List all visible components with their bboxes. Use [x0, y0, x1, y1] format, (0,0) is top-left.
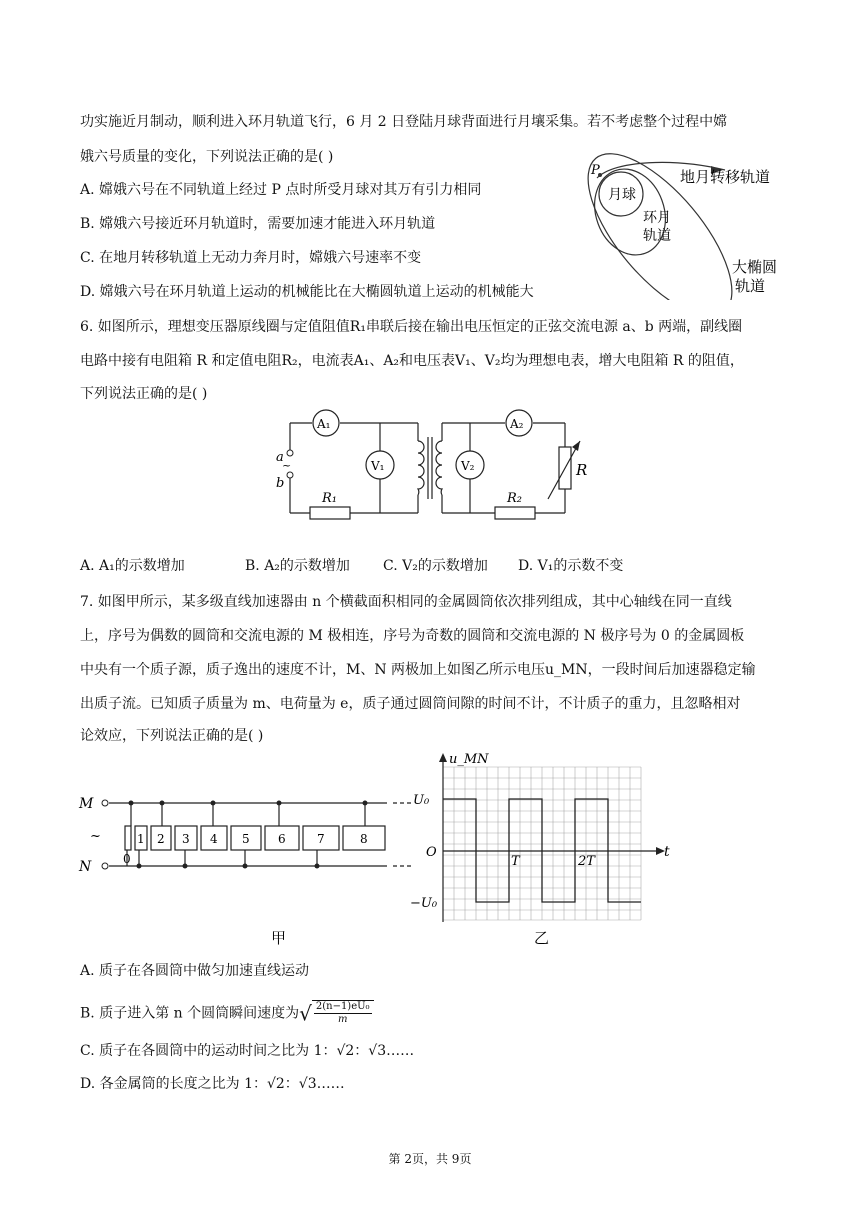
u0-label: U₀ [413, 793, 430, 808]
p-label: P [591, 163, 600, 178]
ammeter-a1-label: A₁ [317, 417, 331, 431]
label-b: b [276, 476, 285, 491]
q7-option-a: A. 质子在各圆筒中做匀加速直线运动 [80, 963, 310, 979]
plate-0-label: 0 [123, 852, 131, 866]
ac-source-tilde: ~ [90, 829, 101, 844]
q6-line1: 6. 如图所示，理想变压器原线圈与定值阻值R₁串联后接在输出电压恒定的正弦交流电源 a、b 两端，副线圈 [80, 319, 743, 335]
resistor-r2-label: R₂ [507, 491, 522, 506]
tube-5-label: 5 [242, 832, 250, 846]
tube-6-label: 6 [278, 832, 286, 846]
y-axis-label: u_MN [449, 752, 489, 767]
q5-option-a: A. 嫦娥六号在不同轨道上经过 P 点时所受月球对其万有引力相同 [80, 182, 482, 198]
q7-figure-yi [410, 750, 680, 950]
q6-line2: 电路中接有电阻箱 R 和定值电阻R₂，电流表A₁、A₂和电压表V₁、V₂均为理想电表，增大电阻箱 R 的阻值， [80, 353, 744, 369]
terminal-b [287, 472, 293, 478]
label-a: a [276, 450, 284, 465]
q6-circuit-figure [270, 405, 590, 530]
moon-label: 月球 [608, 187, 636, 203]
q7-line4: 出质子流。已知质子质量为 m、电荷量为 e，质子通过圆筒间隙的时间不计，不计质子的重力，且忽略相对 [80, 696, 741, 712]
terminal-a [287, 450, 293, 456]
primary-coil [418, 441, 424, 495]
tube-3-label: 3 [182, 832, 190, 846]
q7-option-d: D. 各金属筒的长度之比为 1：√2：√3…… [80, 1076, 345, 1092]
tube-4-label: 4 [210, 832, 218, 846]
q7-option-b-denominator: m [337, 1014, 348, 1025]
q7-option-c: C. 质子在各圆筒中的运动时间之比为 1：√2：√3…… [80, 1043, 415, 1059]
tube-7-label: 7 [317, 832, 325, 846]
ellipse-orbit-label-1: 大椭圆 [732, 258, 778, 276]
two-t-tick-label: 2T [578, 854, 595, 869]
secondary-coil [436, 441, 442, 495]
neg-u0-label: −U₀ [410, 896, 438, 911]
resistor-r1-label: R₁ [322, 491, 337, 506]
tube-2-label: 2 [157, 832, 165, 846]
ring-orbit-label-2: 轨道 [643, 228, 671, 244]
q6-option-a: A. A₁的示数增加 [80, 558, 185, 574]
q5-intro-line1: 功实施近月制动，顺利进入环月轨道飞行，6 月 2 日登陆月球背面进行月壤采集。若不考虑整个过程中嫦 [80, 114, 728, 130]
terminal-m [102, 800, 108, 806]
q5-orbit-figure [585, 150, 795, 300]
y-axis-arrow [439, 753, 447, 762]
q7-line2: 上，序号为偶数的圆筒和交流电源的 M 极相连，序号为奇数的圆筒和交流电源的 N 极序号为 0 的金属圆板 [80, 628, 745, 644]
page-footer: 第 2页，共 9页 [388, 1152, 472, 1166]
figure-yi-caption: 乙 [534, 929, 550, 947]
t-tick-label: T [511, 854, 520, 869]
tube-1-label: 1 [137, 832, 145, 846]
q7-line5: 论效应，下列说法正确的是( ) [80, 728, 264, 744]
q5-option-c: C. 在地月转移轨道上无动力奔月时，嫦娥六号速率不变 [80, 250, 422, 266]
q6-option-d: D. V₁的示数不变 [518, 558, 624, 574]
q6-option-b: B. A₂的示数增加 [245, 558, 350, 574]
q7-option-b: B. 质子进入第 n 个圆筒瞬间速度为√ $\frac{\text{2(n−1)eU₀}}{m}$ [80, 1000, 374, 1026]
q7-figure-jia [75, 790, 425, 950]
origin-label: O [426, 845, 437, 860]
q5-option-d: D. 嫦娥六号在环月轨道上运动的机械能比在大椭圆轨道上运动的机械能大 [80, 284, 534, 300]
q6-option-c: C. V₂的示数增加 [383, 558, 488, 574]
tube-8-label: 8 [360, 832, 368, 846]
plate-0 [125, 826, 131, 850]
q7-line1: 7. 如图甲所示，某多级直线加速器由 n 个横截面积相同的金属圆筒依次排列组成，其中心轴线在同一直线 [80, 594, 732, 610]
terminal-n [102, 863, 108, 869]
voltmeter-v2-label: V₂ [461, 459, 475, 473]
transfer-orbit-label: 地月转移轨道 [680, 168, 771, 186]
q5-intro-line2: 娥六号质量的变化，下列说法正确的是( ) [80, 149, 334, 165]
resistor-r2 [495, 507, 535, 519]
resistor-r1 [310, 507, 350, 519]
q5-option-b: B. 嫦娥六号接近环月轨道时，需要加速才能进入环月轨道 [80, 216, 436, 232]
label-tilde: ~ [282, 459, 292, 472]
t-axis-label: t [664, 844, 670, 860]
label-m: M [79, 796, 94, 812]
ring-orbit-label-1: 环月 [643, 210, 671, 226]
q6-line3: 下列说法正确的是( ) [80, 386, 208, 402]
voltmeter-v1-label: V₁ [371, 459, 385, 473]
label-n: N [79, 859, 92, 875]
q7-option-b-prefix: B. 质子进入第 n 个圆筒瞬间速度为 [80, 1005, 300, 1022]
rheostat-arrow-head [572, 441, 580, 451]
q7-line3: 中央有一个质子源，质子逸出的速度不计，M、N 两极加上如图乙所示电压u_MN，一段时间后加速器稳定输 [80, 662, 756, 678]
tubes-group [135, 826, 385, 850]
q7-option-b-numerator: 2(n−1)eU₀ [315, 1001, 370, 1012]
figure-jia-caption: 甲 [271, 929, 287, 947]
ellipse-orbit-label-2: 轨道 [735, 277, 766, 295]
rheostat-r-label: R [576, 461, 588, 479]
ammeter-a2-label: A₂ [510, 417, 524, 431]
